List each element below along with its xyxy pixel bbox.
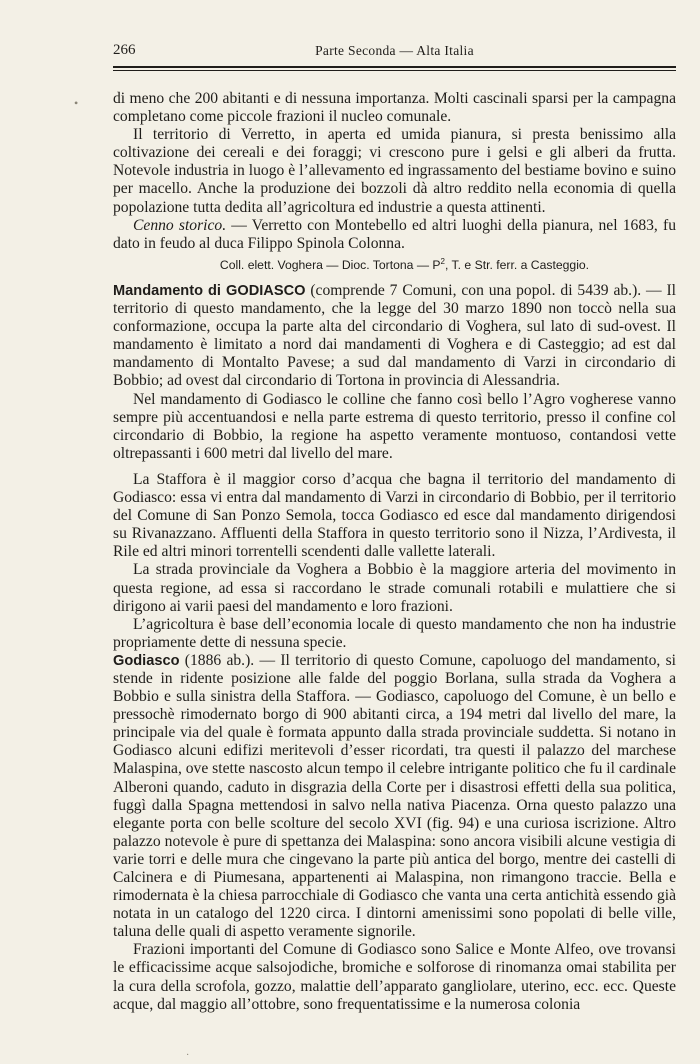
colls-text-end: , T. e Str. ferr. a Casteggio.: [445, 257, 590, 272]
header-rule-thick: [113, 66, 676, 68]
electoral-college-note: [113, 253, 676, 274]
colls-superscript: 2: [440, 256, 445, 266]
commune-heading: Godiasco: [113, 652, 180, 669]
header-rule-thin: [113, 70, 676, 71]
margin-mark: •: [74, 96, 79, 110]
section-heading: Mandamento di GODIASCO: [113, 283, 306, 299]
paragraph: Nel mandamento di Godiasco le colline che fanno così bello l’Agro vogherese vanno sempre più accentuandosi e nella parte estrema di questo territorio, presso il confine col circondario di Bobbio, la regione ha aspetto veramente montuoso, contandosi vette oltrepassanti i 600 metri dal livello del mare.: [113, 390, 676, 462]
colls-text: Coll. elett. Voghera — Dioc. Tortona — P: [219, 257, 441, 272]
paragraph: [113, 282, 676, 391]
paragraph: Il territorio di Verretto, in aperta ed umida pianura, si presta benissimo alla coltivazione dei cereali e dei foraggi; vi crescono pure i gelsi e gli alberi da frutta. Notevole industria in luogo è l’allevamento ed ingrassamento del bestiame bovino e suino per macello. Anche la produzione dei bozzoli dà altro reddito nella economia di quella popolazione tutta dedita all’agricoltura ed industrie a questa attinenti.: [113, 126, 676, 216]
paragraph-text: (comprende 7 Comuni, con una popol. di 5439 ab.). — Il territorio di questo mandamento, che la legge del 30 marzo 1890 non toccò nella sua conformazione, occupa la parte alta del circondario di Voghera, sul lato di sud-ovest. Il mandamento è limitato a nord dai mandamenti di Voghera e di Casteggio; ad est dal mandamento di Montalto Pavese; a sud dal mandamento di Varzi in circondario di Bobbio; ad ovest dal circondario di Tortona in provincia di Alessandria.: [113, 282, 677, 390]
page-header: [113, 40, 676, 64]
running-head: Parte Seconda — Alta Italia: [315, 43, 474, 58]
paragraph: La strada provinciale da Voghera a Bobbio è la maggiore arteria del movimento in questa regione, ad essa si raccordano le strade comunali rotabili e mulattiere che si dirigono ai varii paesi del mandamento e loro frazioni.: [113, 561, 676, 615]
paragraph: L’agricoltura è base dell’economia locale di questo mandamento che non ha industrie propriamente dette di nessuna specie.: [113, 615, 676, 651]
paragraph-text: — Verretto con Montebello ed altri luoghi della pianura, nel 1683, fu dato in feudo al duca Filippo Spinola Colonna.: [113, 216, 676, 252]
page-speck: ·: [186, 1050, 190, 1061]
paragraph: [113, 217, 676, 253]
paragraph: La Staffora è il maggior corso d’acqua che bagna il territorio del mandamento di Godiasco: essa vi entra dal mandamento di Varzi in circondario di Bobbio, per il territorio del Comune di San Ponzo Semola, tocca Godiasco ed esce dal mandamento dirigendosi su Rivanazzano. Affluenti della Staffora in questo territorio sono il Nizza, l’Ardivesta, il Rile ed altri minori torrentelli scendenti dalle vallette laterali.: [113, 470, 676, 561]
paragraph: [113, 652, 676, 942]
body-text: [113, 90, 676, 1014]
paragraph: di meno che 200 abitanti e di nessuna importanza. Molti cascinali sparsi per la campagna completano come piccole frazioni il nucleo comunale.: [113, 90, 676, 126]
page-number: 266: [113, 42, 136, 58]
paragraph-text: (1886 ab.). — Il territorio di questo Comune, capoluogo del mandamento, si stende in ridente posizione alle falde del poggio Borlana, sulla strada da Voghera a Bobbio e sulla sinistra della Staffora. — Godiasco, capoluogo del Comune, è un bello e pressochè rimodernato borgo di 900 abitanti circa, a 194 metri dal livello del mare, la principale via del quale è formata appunto dalla strada provinciale suddetta. Si notano in Godiasco alcuni edifizi meritevoli d’esser ricordati, tra questi il palazzo del marchese Malaspina, ove stette nascosto alcun tempo il celebre intrigante politico che fu il cardinale Alberoni quando, caduto in disgrazia della Corte per i disastrosi effetti della sua politica, fuggì dalla Spagna mettendosi in salvo nella nativa Piacenza. Orna questo palazzo una elegante porta con belle scolture del secolo XVI (fig. 94) e una curiosa iscrizione. Altro palazzo notevole è pure di spettanza dei Malaspina: sono ancora visibili alcune vestigia di varie torri e delle mura che cingevano la parte più antica del borgo, mentre dei castelli di Calcinera e di Piumesana, appartenenti ai Malaspina, non rimangono traccie. Bella e rimodernata è la chiesa parrocchiale di Godiasco che vanta una certa antichità essendo già notata in un catalogo del 1220 circa. I dintorni amenissimi sono popolati di belle ville, taluna delle quali di aspetto veramente signorile.: [113, 651, 676, 941]
historical-note-label: Cenno storico.: [133, 216, 227, 234]
paragraph: Frazioni importanti del Comune di Godiasco sono Salice e Monte Alfeo, ove trovansi le efficacissime acque salsojodiche, bromiche e solforose di rinomanza omai stabilita per la cura della scrofola, gozzo, malattie dell’apparato gangliolare, uterino, ecc. ecc. Queste acque, dal maggio all’ottobre, sono frequentatissime e la numerosa colonia: [113, 941, 676, 1013]
